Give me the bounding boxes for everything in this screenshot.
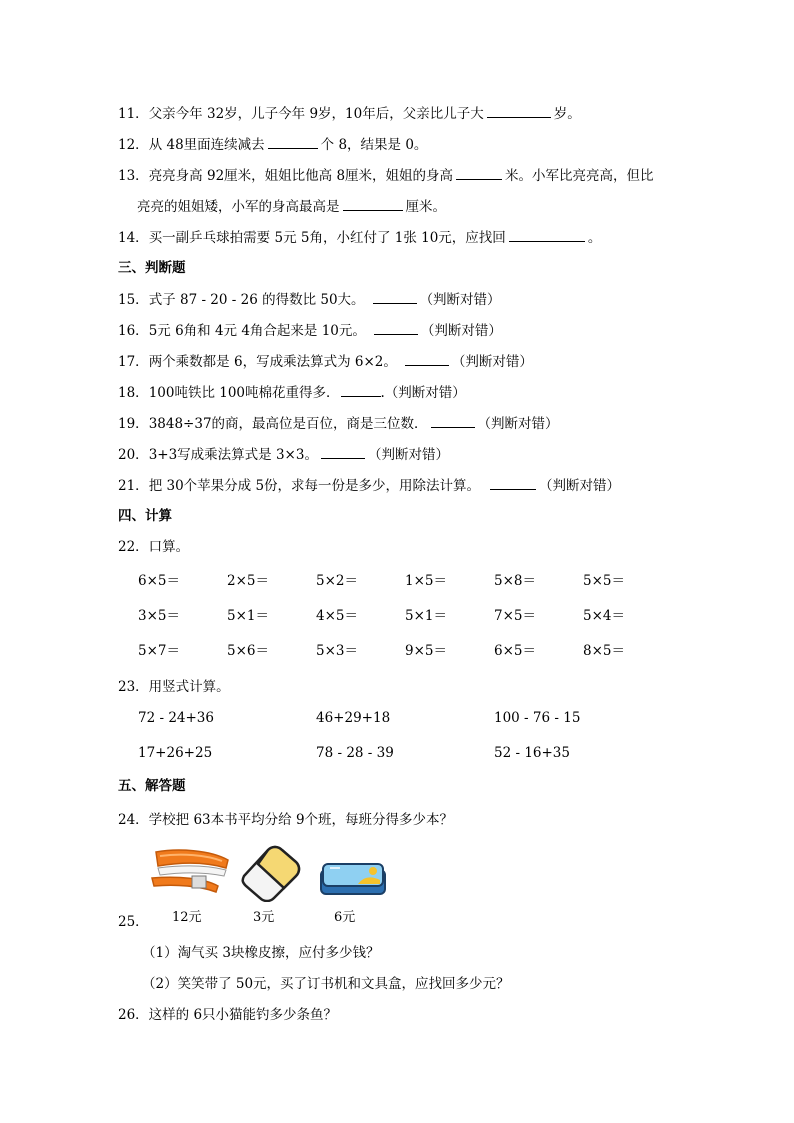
oral-item: 5×8＝ xyxy=(494,573,536,589)
question-number: 15． xyxy=(118,292,149,308)
question-text-end: 米。小军比亮亮高，但比 xyxy=(505,168,654,184)
question-number: 17． xyxy=(118,354,149,370)
question-18 xyxy=(118,382,466,403)
question-number: 20． xyxy=(118,447,149,463)
question-number: 11． xyxy=(118,106,149,122)
question-19 xyxy=(118,413,559,434)
oral-item: 5×6＝ xyxy=(227,643,269,659)
question-20 xyxy=(118,444,449,465)
question-text-end: （判断对错） xyxy=(367,447,449,463)
question-text: 5元 6角和 4元 4角合起来是 10元。 xyxy=(148,323,366,339)
oral-item: 5×7＝ xyxy=(138,643,180,659)
answer-blank[interactable] xyxy=(456,165,502,180)
question-22: 22．口算。 xyxy=(118,539,190,555)
question-text-end: （判断对错） xyxy=(420,323,502,339)
answer-blank[interactable] xyxy=(341,382,381,397)
question-text: 买一副乒乓球拍需要 5元 5角，小红付了 1张 10元，应找回 xyxy=(148,230,506,246)
oral-item: 9×5＝ xyxy=(405,643,447,659)
question-25-number: 25． xyxy=(118,914,149,930)
question-13 xyxy=(118,165,654,186)
question-text: 父亲今年 32岁，儿子今年 9岁，10年后，父亲比儿子大 xyxy=(148,106,484,122)
question-text: 把 30个苹果分成 5份，求每一份是多少，用除法计算。 xyxy=(148,478,481,494)
oral-item: 7×5＝ xyxy=(494,608,536,624)
question-26: 26．这样的 6只小猫能钓多少条鱼？ xyxy=(118,1007,338,1023)
section-title-calc: 四、计算 xyxy=(118,508,172,524)
oral-item: 5×2＝ xyxy=(316,573,358,589)
question-text-end: 。 xyxy=(587,230,602,246)
section-title-judge: 三、判断题 xyxy=(118,260,186,276)
question-text-end: 岁。 xyxy=(553,106,581,122)
question-text-end: .（判断对错） xyxy=(380,385,466,401)
question-text: 3+3写成乘法算式是 3×3。 xyxy=(148,447,318,463)
question-number: 18． xyxy=(118,385,149,401)
answer-blank[interactable] xyxy=(431,413,475,428)
oral-item: 6×5＝ xyxy=(494,643,536,659)
question-13-continued xyxy=(137,196,446,217)
question-number: 14． xyxy=(118,230,149,246)
question-25-part-2: （2）笑笑带了 50元，买了订书机和文具盒，应找回多少元？ xyxy=(142,976,510,992)
oral-item: 5×5＝ xyxy=(583,573,625,589)
question-number: 13． xyxy=(118,168,149,184)
question-text-end: （判断对错） xyxy=(419,292,501,308)
question-text: 式子 87 - 20 - 26 的得数比 50大。 xyxy=(148,292,365,308)
answer-blank[interactable] xyxy=(509,227,585,242)
question-text-end: 个 8，结果是 0。 xyxy=(320,137,428,153)
oral-item: 5×1＝ xyxy=(405,608,447,624)
question-text: 两个乘数都是 6，写成乘法算式为 6×2。 xyxy=(148,354,397,370)
answer-blank[interactable] xyxy=(405,351,449,366)
oral-item: 5×4＝ xyxy=(583,608,625,624)
question-number: 16． xyxy=(118,323,149,339)
question-23: 23．用竖式计算。 xyxy=(118,679,230,695)
price-pencil-case: 6元 xyxy=(334,910,356,925)
question-15 xyxy=(118,289,501,310)
price-stapler: 12元 xyxy=(172,910,202,925)
answer-blank[interactable] xyxy=(343,196,403,211)
oral-item: 4×5＝ xyxy=(316,608,358,624)
question-text: 亮亮身高 92厘米，姐姐比他高 8厘米，姐姐的身高 xyxy=(148,168,454,184)
eraser-icon xyxy=(238,844,302,902)
question-text-end: （判断对错） xyxy=(451,354,533,370)
question-text: 从 48里面连续减去 xyxy=(148,137,265,153)
vertical-item: 46+29+18 xyxy=(316,710,391,726)
oral-item: 1×5＝ xyxy=(405,573,447,589)
question-25-part-1: （1）淘气买 3块橡皮擦，应付多少钱？ xyxy=(142,945,380,961)
question-text: 亮亮的姐姐矮，小军的身高最高是 xyxy=(137,199,340,215)
question-text-end: 厘米。 xyxy=(405,199,446,215)
oral-item: 5×3＝ xyxy=(316,643,358,659)
question-number: 19． xyxy=(118,416,149,432)
question-21 xyxy=(118,475,620,496)
question-text-end: （判断对错） xyxy=(477,416,559,432)
answer-blank[interactable] xyxy=(321,444,365,459)
oral-item: 8×5＝ xyxy=(583,643,625,659)
question-11 xyxy=(118,103,581,124)
question-14 xyxy=(118,227,601,248)
oral-item: 2×5＝ xyxy=(227,573,269,589)
question-16 xyxy=(118,320,502,341)
pencil-case-icon xyxy=(318,860,388,898)
vertical-item: 100 - 76 - 15 xyxy=(494,710,581,726)
question-text: 100吨铁比 100吨棉花重得多． xyxy=(148,385,340,401)
answer-blank[interactable] xyxy=(373,289,417,304)
section-title-answer: 五、解答题 xyxy=(118,778,186,794)
vertical-item: 72 - 24+36 xyxy=(138,710,214,726)
vertical-item: 78 - 28 - 39 xyxy=(316,745,394,761)
answer-blank[interactable] xyxy=(374,320,418,335)
question-text: 3848÷37的商，最高位是百位，商是三位数． xyxy=(148,416,428,432)
question-24: 24．学校把 63本书平均分给 9个班，每班分得多少本？ xyxy=(118,812,454,828)
stapler-icon xyxy=(148,846,232,900)
price-eraser: 3元 xyxy=(253,910,275,925)
question-text-end: （判断对错） xyxy=(539,478,621,494)
answer-blank[interactable] xyxy=(487,103,551,118)
question-number: 12． xyxy=(118,137,149,153)
oral-item: 6×5＝ xyxy=(138,573,180,589)
answer-blank[interactable] xyxy=(268,134,318,149)
oral-item: 5×1＝ xyxy=(227,608,269,624)
vertical-item: 52 - 16+35 xyxy=(494,745,570,761)
oral-item: 3×5＝ xyxy=(138,608,180,624)
answer-blank[interactable] xyxy=(490,475,536,490)
question-17 xyxy=(118,351,533,372)
question-number: 21． xyxy=(118,478,149,494)
question-12 xyxy=(118,134,427,155)
vertical-item: 17+26+25 xyxy=(138,745,213,761)
